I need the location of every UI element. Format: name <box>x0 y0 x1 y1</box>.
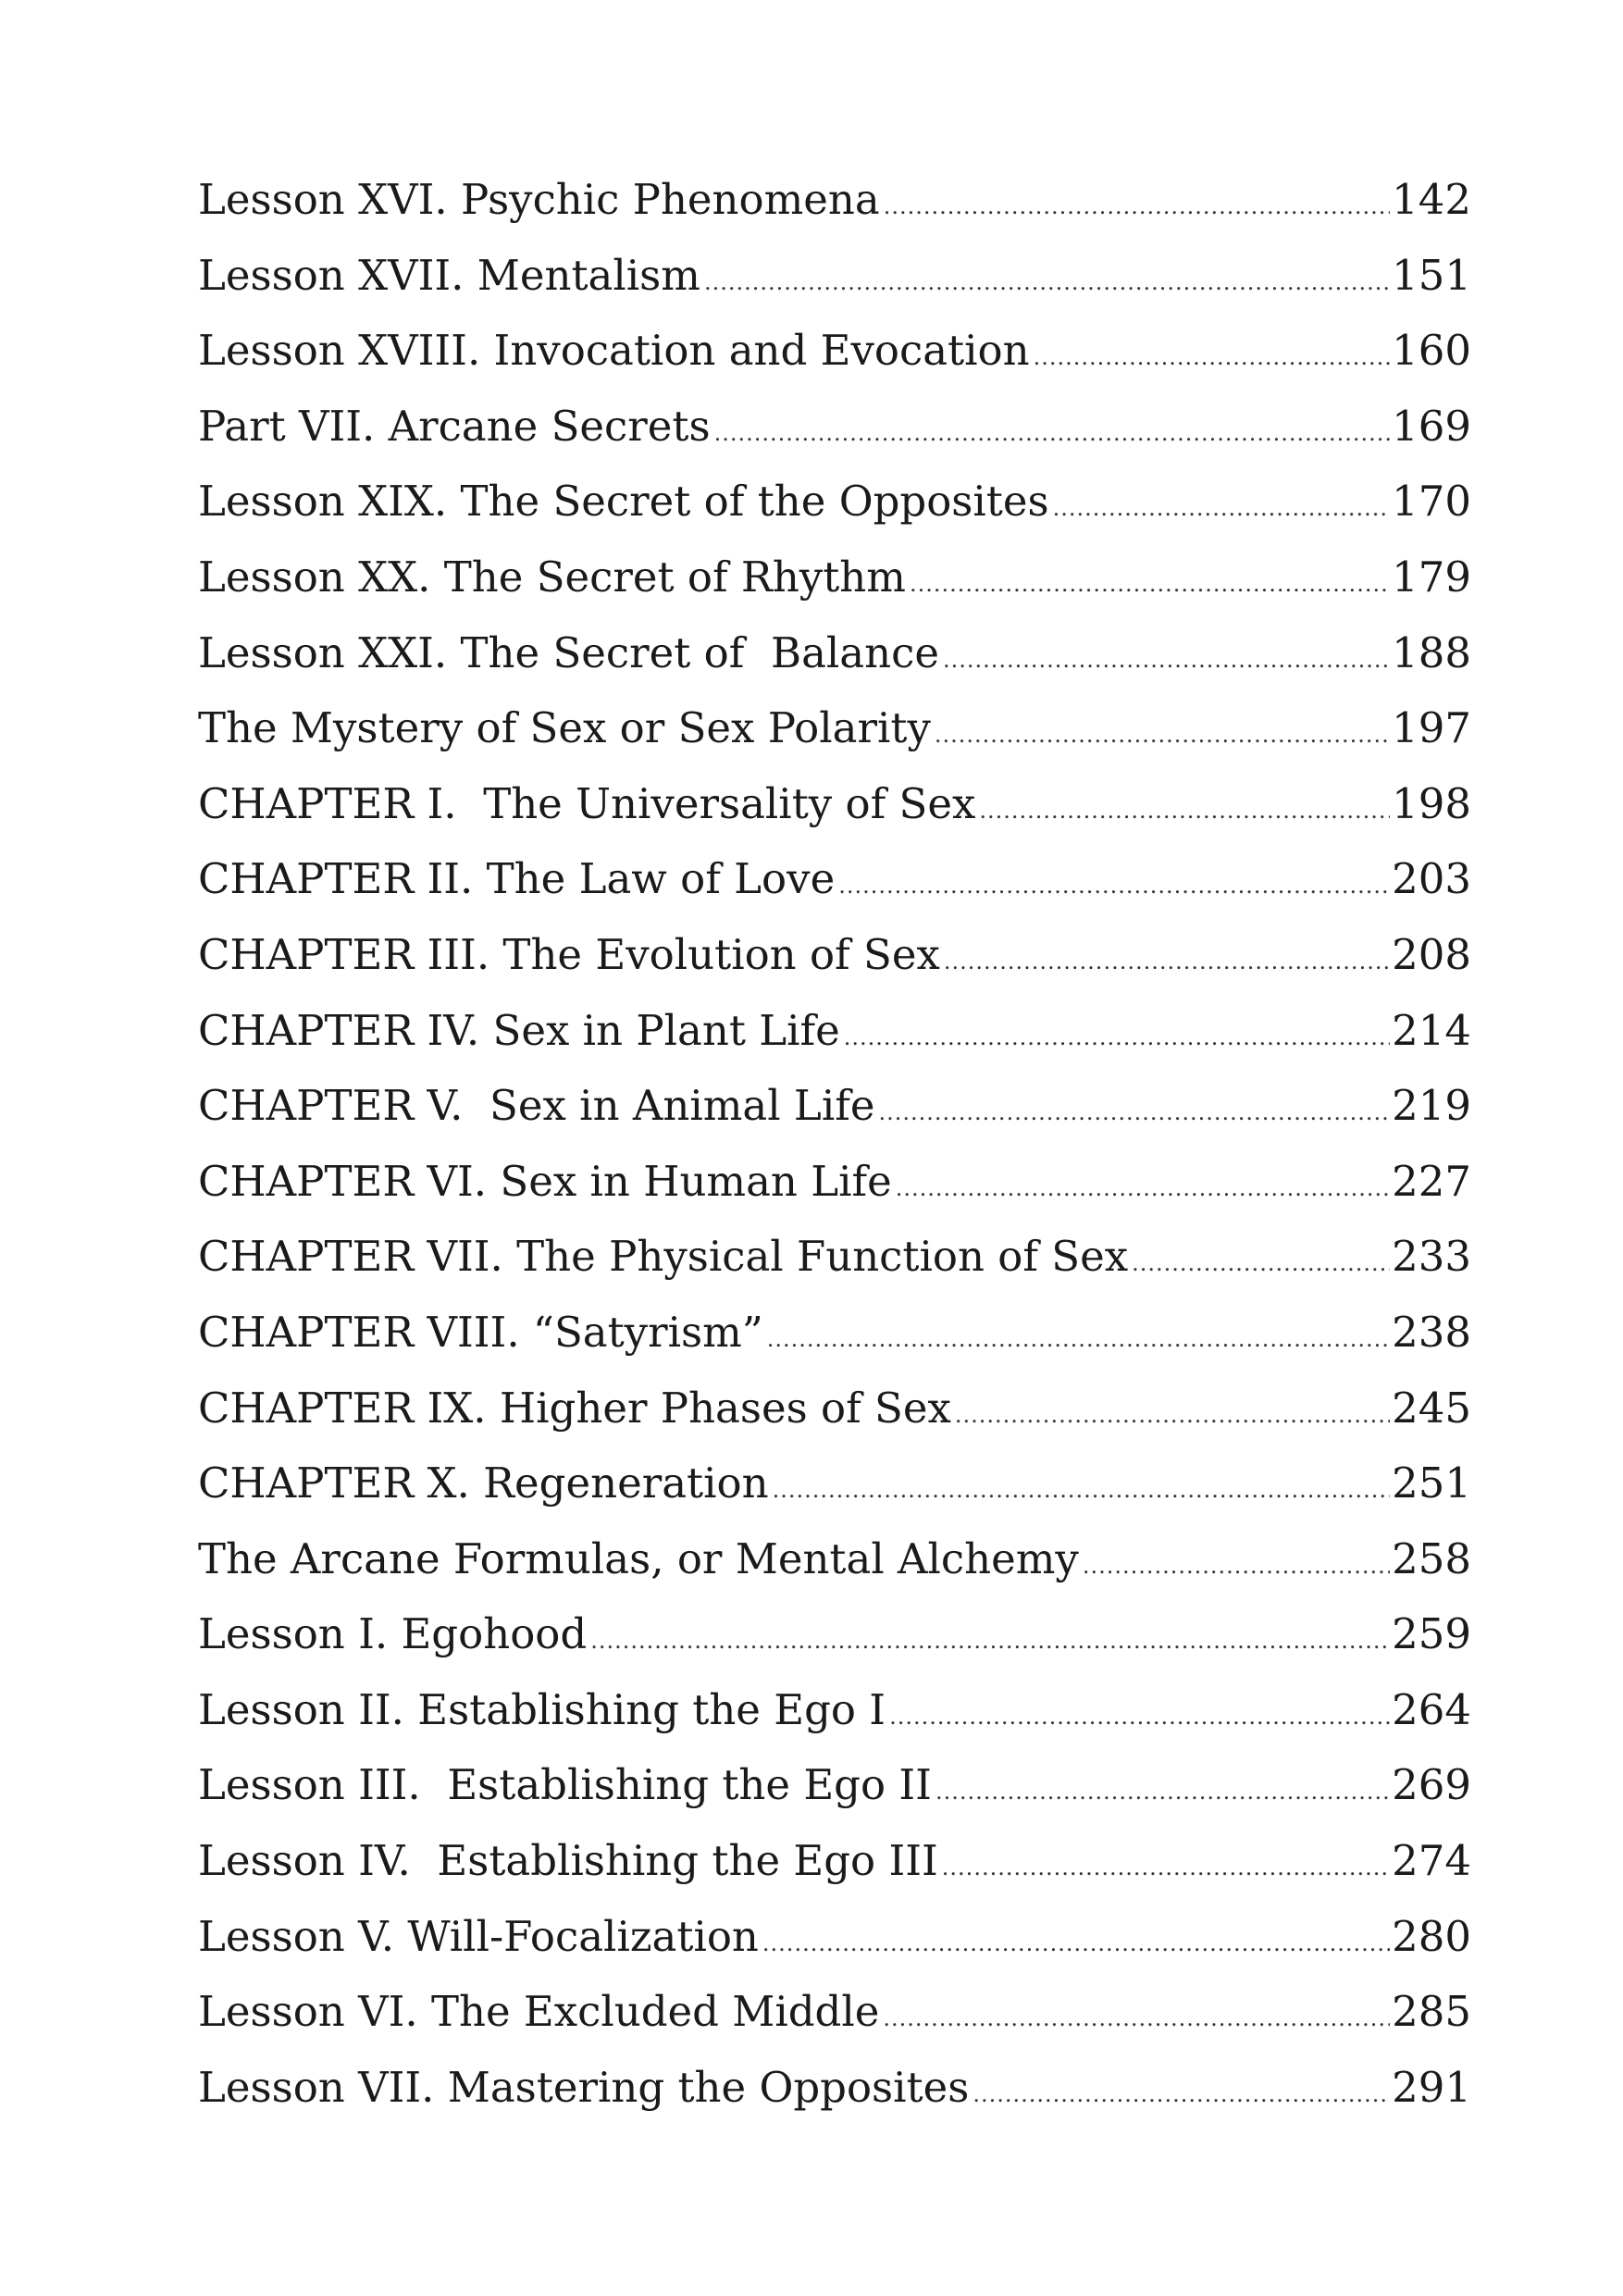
toc-entry[interactable] <box>198 1144 1471 1220</box>
toc-entry[interactable] <box>198 313 1471 389</box>
toc-dot-leader <box>704 245 1390 321</box>
toc-entry-title: Part VII. Arcane Secrets <box>198 401 711 451</box>
toc-entry[interactable] <box>198 1521 1471 1597</box>
toc-entry[interactable] <box>198 1747 1471 1823</box>
toc-entry[interactable] <box>198 1823 1471 1899</box>
toc-entry-title: Lesson II. Establishing the Ego I <box>198 1684 886 1734</box>
toc-entry[interactable] <box>198 690 1471 766</box>
toc-dot-leader <box>935 698 1390 774</box>
toc-entry-title: Lesson I. Egohood <box>198 1609 588 1659</box>
toc-dot-leader <box>943 623 1390 699</box>
toc-dot-leader <box>942 1831 1390 1906</box>
toc-entry-page: 251 <box>1392 1458 1471 1508</box>
toc-entry-page: 179 <box>1392 552 1471 602</box>
toc-entry-title: The Arcane Formulas, or Mental Alchemy <box>198 1533 1079 1583</box>
toc-dot-leader <box>979 774 1390 850</box>
toc-entry-page: 259 <box>1392 1609 1471 1659</box>
toc-dot-leader <box>590 1604 1390 1680</box>
toc-entry-title: CHAPTER I. The Universality of Sex <box>198 778 976 828</box>
toc-entry-title: Lesson XVI. Psychic Phenomena <box>198 175 880 224</box>
toc-entry[interactable] <box>198 464 1471 540</box>
toc-dot-leader <box>973 2057 1390 2133</box>
toc-dot-leader <box>1132 1226 1390 1302</box>
toc-entry[interactable] <box>198 389 1471 465</box>
toc-entry-title: CHAPTER IV. Sex in Plant Life <box>198 1005 840 1055</box>
toc-dot-leader <box>883 1981 1390 2057</box>
toc-dot-leader <box>884 169 1390 245</box>
toc-entry[interactable] <box>198 1446 1471 1521</box>
toc-entry-title: Lesson III. Establishing the Ego II <box>198 1760 932 1810</box>
toc-entry-page: 208 <box>1392 929 1471 979</box>
toc-entry-page: 258 <box>1392 1533 1471 1583</box>
toc-entry[interactable] <box>198 917 1471 993</box>
toc-entry-title: CHAPTER VII. The Physical Function of Sex <box>198 1232 1129 1282</box>
toc-dot-leader <box>955 1378 1390 1454</box>
toc-dot-leader <box>714 396 1391 472</box>
toc-entry[interactable] <box>198 162 1471 238</box>
toc-entry[interactable] <box>198 1596 1471 1672</box>
toc-entry-title: CHAPTER VI. Sex in Human Life <box>198 1156 892 1206</box>
toc-entry-page: 214 <box>1392 1005 1471 1055</box>
toc-entry[interactable] <box>198 540 1471 615</box>
toc-entry[interactable] <box>198 1899 1471 1975</box>
toc-entry-title: CHAPTER III. The Evolution of Sex <box>198 929 940 979</box>
toc-entry[interactable] <box>198 766 1471 842</box>
toc-entry-title: CHAPTER II. The Law of Love <box>198 854 836 904</box>
toc-entry-page: 238 <box>1392 1307 1471 1357</box>
toc-dot-leader <box>910 547 1390 623</box>
toc-entry-title: Lesson XVIII. Invocation and Evocation <box>198 326 1030 376</box>
toc-dot-leader <box>896 1151 1390 1227</box>
toc-dot-leader <box>889 1680 1390 1756</box>
toc-entry-title: Lesson XX. The Secret of Rhythm <box>198 552 906 602</box>
toc-entry-title: Lesson VII. Mastering the Opposites <box>198 2062 970 2112</box>
toc-entry-page: 274 <box>1392 1836 1471 1886</box>
toc-entry-page: 160 <box>1392 326 1471 376</box>
toc-entry-title: CHAPTER VIII. “Satyrism” <box>198 1307 763 1357</box>
toc-entry-page: 245 <box>1392 1383 1471 1433</box>
toc-dot-leader <box>1053 471 1390 547</box>
toc-entry-title: Lesson V. Will-Focalization <box>198 1911 759 1961</box>
toc-dot-leader <box>844 1000 1390 1076</box>
toc-entry[interactable] <box>198 615 1471 691</box>
toc-entry[interactable] <box>198 993 1471 1069</box>
toc-entry-page: 269 <box>1392 1760 1471 1810</box>
toc-dot-leader <box>773 1453 1390 1529</box>
toc-entry-title: CHAPTER X. Regeneration <box>198 1458 769 1508</box>
toc-dot-leader <box>1083 1529 1390 1605</box>
toc-entry-page: 142 <box>1392 175 1471 224</box>
toc-dot-leader <box>762 1906 1390 1982</box>
toc-entry[interactable] <box>198 1974 1471 2050</box>
toc-entry-page: 151 <box>1392 250 1471 300</box>
toc-entry[interactable] <box>198 1068 1471 1144</box>
toc-entry-page: 219 <box>1392 1081 1471 1131</box>
toc-dot-leader <box>838 849 1390 925</box>
toc-entry-title: Lesson XIX. The Secret of the Opposites <box>198 477 1049 527</box>
toc-entry-page: 203 <box>1392 854 1471 904</box>
toc-dot-leader <box>935 1755 1390 1831</box>
toc-entry-page: 227 <box>1392 1156 1471 1206</box>
toc-entry-title: Lesson XXI. The Secret of Balance <box>198 627 939 677</box>
toc-entry-title: Lesson XVII. Mentalism <box>198 250 700 300</box>
toc-entry-page: 198 <box>1392 778 1471 828</box>
toc-entry-page: 197 <box>1392 703 1471 753</box>
toc-dot-leader <box>944 925 1390 1000</box>
toc-entry-title: CHAPTER IX. Higher Phases of Sex <box>198 1383 951 1433</box>
toc-entry[interactable] <box>198 1672 1471 1748</box>
toc-entry-page: 264 <box>1392 1684 1471 1734</box>
toc-entry-title: Lesson VI. The Excluded Middle <box>198 1987 880 2037</box>
toc-entry-title: Lesson IV. Establishing the Ego III <box>198 1836 938 1886</box>
toc-entry-page: 291 <box>1392 2062 1471 2112</box>
toc-entry-page: 285 <box>1392 1987 1471 2037</box>
toc-entry-page: 169 <box>1392 401 1471 451</box>
table-of-contents <box>198 162 1471 2125</box>
toc-entry[interactable] <box>198 1371 1471 1446</box>
toc-entry-title: The Mystery of Sex or Sex Polarity <box>198 703 931 753</box>
toc-dot-leader <box>1034 320 1391 396</box>
toc-entry-title: CHAPTER V. Sex in Animal Life <box>198 1081 875 1131</box>
toc-entry[interactable] <box>198 1295 1471 1371</box>
toc-entry-page: 170 <box>1392 477 1471 527</box>
toc-entry-page: 280 <box>1392 1911 1471 1961</box>
toc-dot-leader <box>879 1075 1391 1151</box>
toc-dot-leader <box>767 1302 1390 1378</box>
toc-entry[interactable] <box>198 841 1471 917</box>
toc-entry[interactable] <box>198 238 1471 314</box>
toc-entry-page: 188 <box>1392 627 1471 677</box>
toc-entry[interactable] <box>198 1219 1471 1295</box>
toc-entry-page: 233 <box>1392 1232 1471 1282</box>
toc-entry[interactable] <box>198 2050 1471 2126</box>
